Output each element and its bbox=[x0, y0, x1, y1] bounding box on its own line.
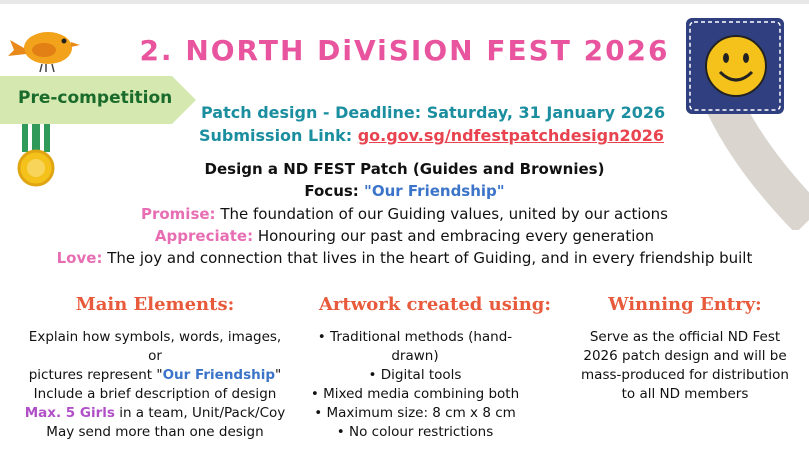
submission-line bbox=[199, 126, 664, 145]
top-border bbox=[0, 0, 809, 4]
artwork-item: • Traditional methods (hand-drawn) bbox=[317, 329, 513, 364]
artwork-item: • Maximum size: 8 cm x 8 cm bbox=[314, 405, 516, 421]
winning-body bbox=[575, 328, 795, 404]
main-line-1: Explain how symbols, words, images, or bbox=[28, 329, 282, 364]
artwork-list bbox=[295, 328, 535, 442]
submission-label: Submission Link: bbox=[199, 126, 353, 145]
winning-line: Serve as the official ND Fest bbox=[589, 329, 781, 345]
winning-heading: Winning Entry: bbox=[608, 294, 762, 315]
love-text: The joy and connection that lives in the heart of Guiding, and in every friendship built bbox=[102, 249, 753, 267]
patch-deadline: Patch design - Deadline: Saturday, 31 January 2026 bbox=[201, 103, 666, 122]
main-line-5: May send more than one design bbox=[46, 424, 264, 440]
artwork-item: • Digital tools bbox=[368, 367, 462, 383]
submission-link[interactable]: go.gov.sg/ndfestpatchdesign2026 bbox=[357, 126, 664, 145]
love-line bbox=[0, 249, 809, 267]
main-elements-body bbox=[20, 328, 290, 442]
promise-line bbox=[0, 205, 809, 223]
main-line-4: Max. 5 Girls in a team, Unit/Pack/Coy bbox=[24, 405, 286, 421]
appreciate-line bbox=[0, 227, 809, 245]
artwork-heading: Artwork created using: bbox=[318, 294, 552, 315]
winning-line: mass-produced for distribution bbox=[581, 367, 789, 383]
focus-label: Focus: bbox=[304, 182, 365, 200]
artwork-item: • Mixed media combining both bbox=[310, 386, 520, 402]
artwork-item: • No colour restrictions bbox=[336, 424, 494, 440]
design-heading: Design a ND FEST Patch (Guides and Brownies) bbox=[204, 160, 605, 178]
winning-line: 2026 patch design and will be bbox=[583, 348, 787, 364]
focus-value: "Our Friendship" bbox=[364, 182, 505, 200]
main-elements-heading: Main Elements: bbox=[75, 294, 235, 315]
tag-label: Pre-competition bbox=[18, 88, 173, 108]
main-line-3: Include a brief description of design bbox=[33, 386, 277, 402]
love-label: Love: bbox=[56, 249, 103, 267]
medal-icon bbox=[14, 124, 58, 190]
main-highlight: Our Friendship bbox=[162, 367, 276, 383]
focus-line bbox=[0, 182, 809, 200]
main-line-2: pictures represent "Our Friendship" bbox=[28, 367, 282, 383]
winning-line: to all ND members bbox=[621, 386, 749, 402]
promise-text: The foundation of our Guiding values, united by our actions bbox=[215, 205, 668, 223]
appreciate-text: Honouring our past and embracing every generation bbox=[253, 227, 655, 245]
promise-label: Promise: bbox=[140, 205, 216, 223]
max-girls: Max. 5 Girls bbox=[24, 405, 115, 421]
page-title: 2. NORTH DiViSION FEST 2026 bbox=[139, 34, 670, 67]
appreciate-label: Appreciate: bbox=[154, 227, 254, 245]
